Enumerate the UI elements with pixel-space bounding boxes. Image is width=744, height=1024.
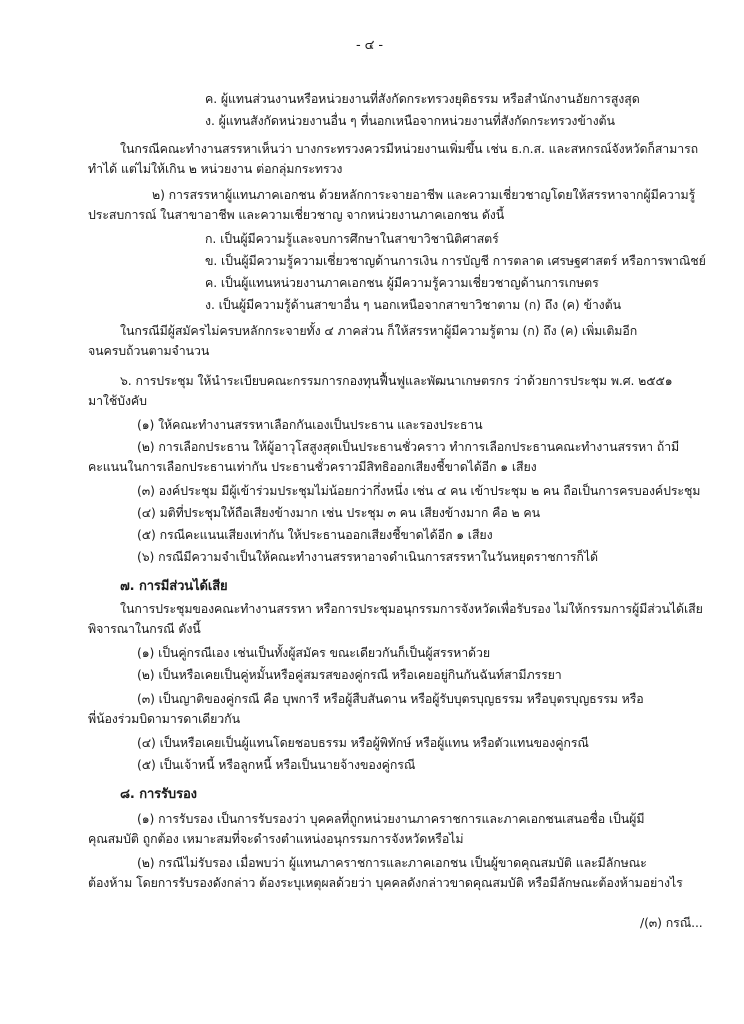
text-line: คุณสมบัติ ถูกต้อง เหมาะสมที่จะดำรงตำแหน่งอนุกรรมการจังหวัดหรือไม่ <box>88 831 464 846</box>
text-line: (๕) เป็นเจ้าหนี้ หรือลูกหนี้ หรือเป็นนายจ้างของคู่กรณี <box>137 757 416 772</box>
text-line: ในกรณีคณะทำงานสรรหาเห็นว่า บางกระทรวงควรมีหน่วยงานเพิ่มขึ้น เช่น ธ.ก.ส. และสหกรณ์จังหวัดก็สามารถ <box>120 141 699 156</box>
text-line: ประสบการณ์ ในสาขาอาชีพ และความเชี่ยวชาญ จากหน่วยงานภาคเอกชน ดังนี้ <box>88 207 505 222</box>
text-line: (๕) กรณีคะแนนเสียงเท่ากัน ให้ประธานออกเสียงชี้ขาดได้อีก ๑ เสียง <box>137 527 493 542</box>
text-line: คะแนนในการเลือกประธานเท่ากัน ประธานชั่วคราวมีสิทธิออกเสียงชี้ขาดได้อีก ๑ เสียง <box>88 459 537 474</box>
text-line: (๑) การรับรอง เป็นการรับรองว่า บุคคลที่ถูกหน่วยงานภาคราชการและภาคเอกชนเสนอชื่อ เป็นผู้มี <box>137 811 645 826</box>
text-line: ๖. การประชุม ให้นำระเบียบคณะกรรมการกองทุนฟื้นฟูและพัฒนาเกษตรกร ว่าด้วยการประชุม พ.ศ. ๒๕๕๑ <box>120 373 673 388</box>
text-line: มาใช้บังคับ <box>88 393 147 408</box>
text-line: (๑) เป็นคู่กรณีเอง เช่นเป็นทั้งผู้สมัคร ขณะเดียวกันก็เป็นผู้สรรหาด้วย <box>137 645 491 660</box>
text-line: (๑) ให้คณะทำงานสรรหาเลือกกันเองเป็นประธาน และรองประธาน <box>137 417 483 432</box>
text-line: (๔) เป็นหรือเคยเป็นผู้แทนโดยชอบธรรม หรือผู้พิทักษ์ หรือผู้แทน หรือตัวแทนของคู่กรณี <box>137 735 589 750</box>
text-line: ข. เป็นผู้มีความรู้ความเชี่ยวชาญด้านการเงิน การบัญชี การตลาด เศรษฐศาสตร์ หรือการพาณิชย์ <box>205 253 706 268</box>
text-line: ค. ผู้แทนส่วนงานหรือหน่วยงานที่สังกัดกระทรวงยุติธรรม หรือสำนักงานอัยการสูงสุด <box>205 91 640 106</box>
text-line: พี่น้องร่วมบิดามารดาเดียวกัน <box>88 711 240 726</box>
text-line: จนครบถ้วนตามจำนวน <box>88 343 210 358</box>
continuation-marker: /(๓) กรณี... <box>640 915 703 930</box>
text-line: ค. เป็นผู้แทนหน่วยงานภาคเอกชน ผู้มีความรู้ความเชี่ยวชาญด้านการเกษตร <box>205 275 599 290</box>
text-line: (๒) กรณีไม่รับรอง เมื่อพบว่า ผู้แทนภาคราชการและภาคเอกชน เป็นผู้ขาดคุณสมบัติ และมีลักษณะ <box>137 855 647 870</box>
text-line: (๖) กรณีมีความจำเป็นให้คณะทำงานสรรหาอาจดำเนินการสรรหาในวันหยุดราชการก็ได้ <box>137 549 598 564</box>
text-line: (๓) องค์ประชุม มีผู้เข้าร่วมประชุมไม่น้อยกว่ากึ่งหนึ่ง เช่น ๔ คน เข้าประชุม ๒ คน ถือเป็นการครบองค์ประชุม <box>137 483 701 498</box>
text-line: ๒) การสรรหาผู้แทนภาคเอกชน ด้วยหลักการะจายอาชีพ และความเชี่ยวชาญโดยให้สรรหาจากผู้มีความรู้ <box>152 187 696 202</box>
text-line: (๒) การเลือกประธาน ให้ผู้อาวุโสสูงสุดเป็นประธานชั่วคราว ทำการเลือกประธานคณะทำงานสรรหา ถ้ามี <box>137 439 680 454</box>
text-line: ก. เป็นผู้มีความรู้และจบการศึกษาในสาขาวิชานิติศาสตร์ <box>205 231 499 246</box>
text-line: (๔) มติที่ประชุมให้ถือเสียงข้างมาก เช่น ประชุม ๓ คน เสียงข้างมาก คือ ๒ คน <box>137 505 540 520</box>
page-number: - ๔ - <box>356 38 383 53</box>
text-line: ทำได้ แต่ไม่ให้เกิน ๒ หน่วยงาน ต่อกลุ่มกระทรวง <box>88 161 343 176</box>
text-line: ต้องห้าม โดยการรับรองดังกล่าว ต้องระบุเหตุผลด้วยว่า บุคคลดังกล่าวขาดคุณสมบัติ หรือมีลักษณะต้องห้ามอย่างไร <box>88 875 683 890</box>
text-line: ง. เป็นผู้มีความรู้ด้านสาขาอื่น ๆ นอกเหนือจากสาขาวิชาตาม (ก) ถึง (ค) ข้างต้น <box>205 297 621 312</box>
text-line: (๒) เป็นหรือเคยเป็นคู่หมั้นหรือคู่สมรสของคู่กรณี หรือเคยอยู่กินกันฉันท์สามีภรรยา <box>137 667 562 682</box>
text-line: (๓) เป็นญาติของคู่กรณี คือ บุพการี หรือผู้สืบสันดาน หรือผู้รับบุตรบุญธรรม หรือบุตรบุญธรรม หรือ <box>137 691 644 706</box>
text-line: ในกรณีมีผู้สมัครไม่ครบหลักกระจายทั้ง ๔ ภาคส่วน ก็ให้สรรหาผู้มีความรู้ตาม (ก) ถึง (ค) เพิ่มเติมอีก <box>120 323 638 338</box>
text-line: ในการประชุมของคณะทำงานสรรหา หรือการประชุมอนุกรรมการจังหวัดเพื่อรับรอง ไม่ให้กรรมการผู้มีส่วนได้เสีย <box>120 601 703 616</box>
text-line: ง. ผู้แทนสังกัดหน่วยงานอื่น ๆ ที่นอกเหนือจากหน่วยงานที่สังกัดกระทรวงข้างต้น <box>205 113 615 128</box>
section-heading: ๘. การรับรอง <box>120 787 197 802</box>
text-line: พิจารณาในกรณี ดังนี้ <box>88 621 201 636</box>
section-heading: ๗. การมีส่วนได้เสีย <box>120 579 228 594</box>
